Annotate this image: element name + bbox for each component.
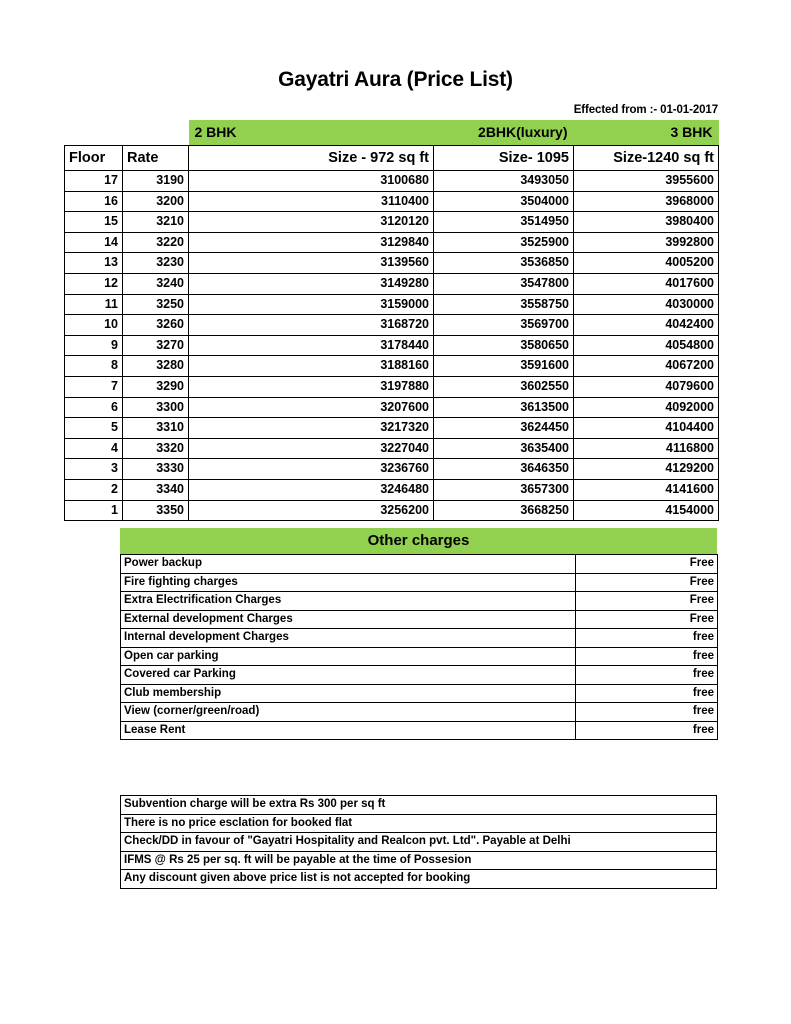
header-size-2bhk: Size - 972 sq ft — [189, 146, 434, 171]
cell-floor: 13 — [65, 253, 123, 274]
cell-3bhk-price: 4005200 — [574, 253, 719, 274]
cell-floor: 7 — [65, 376, 123, 397]
price-table-header-row — [65, 146, 719, 171]
cell-rate: 3300 — [123, 397, 189, 418]
charge-value: free — [576, 647, 718, 666]
table-row — [121, 814, 717, 833]
cell-2bhk-price: 3197880 — [189, 376, 434, 397]
table-row — [121, 610, 718, 629]
table-row — [121, 629, 718, 648]
cell-rate: 3200 — [123, 191, 189, 212]
table-row — [65, 335, 719, 356]
cell-rate: 3340 — [123, 479, 189, 500]
band-label-2bhk-luxury: 2BHK(luxury) — [434, 120, 574, 146]
table-row — [121, 573, 718, 592]
cell-2bhk-luxury-price: 3525900 — [434, 232, 574, 253]
cell-2bhk-luxury-price: 3602550 — [434, 376, 574, 397]
price-table-band-row — [65, 120, 719, 146]
cell-3bhk-price: 4079600 — [574, 376, 719, 397]
other-charges-table — [120, 554, 718, 740]
table-row — [65, 294, 719, 315]
band-label-3bhk: 3 BHK — [574, 120, 719, 146]
cell-2bhk-luxury-price: 3547800 — [434, 273, 574, 294]
table-row — [65, 315, 719, 336]
charge-value: free — [576, 703, 718, 722]
note-text: There is no price esclation for booked flat — [121, 814, 717, 833]
cell-3bhk-price: 4042400 — [574, 315, 719, 336]
cell-2bhk-luxury-price: 3635400 — [434, 438, 574, 459]
notes-container — [120, 795, 717, 889]
charge-label: Covered car Parking — [121, 666, 576, 685]
cell-floor: 6 — [65, 397, 123, 418]
table-row — [65, 253, 719, 274]
cell-2bhk-price: 3236760 — [189, 459, 434, 480]
notes-table — [120, 795, 717, 889]
cell-floor: 14 — [65, 232, 123, 253]
table-row — [65, 376, 719, 397]
cell-rate: 3240 — [123, 273, 189, 294]
table-row — [121, 703, 718, 722]
cell-rate: 3220 — [123, 232, 189, 253]
cell-3bhk-price: 4054800 — [574, 335, 719, 356]
cell-rate: 3210 — [123, 212, 189, 233]
charge-value: free — [576, 666, 718, 685]
cell-rate: 3250 — [123, 294, 189, 315]
table-row — [65, 356, 719, 377]
cell-floor: 4 — [65, 438, 123, 459]
cell-2bhk-luxury-price: 3668250 — [434, 500, 574, 521]
table-row — [65, 479, 719, 500]
cell-floor: 9 — [65, 335, 123, 356]
charge-label: Open car parking — [121, 647, 576, 666]
cell-2bhk-price: 3246480 — [189, 479, 434, 500]
cell-3bhk-price: 4017600 — [574, 273, 719, 294]
cell-3bhk-price: 3980400 — [574, 212, 719, 233]
effected-from-label: Effected from :- 01-01-2017 — [573, 104, 718, 116]
header-size-luxury: Size- 1095 — [434, 146, 574, 171]
cell-2bhk-luxury-price: 3646350 — [434, 459, 574, 480]
charge-value: Free — [576, 573, 718, 592]
cell-2bhk-price: 3110400 — [189, 191, 434, 212]
cell-rate: 3260 — [123, 315, 189, 336]
cell-3bhk-price: 4104400 — [574, 418, 719, 439]
table-row — [65, 438, 719, 459]
table-row — [121, 851, 717, 870]
other-charges-container — [120, 528, 717, 740]
table-row — [65, 171, 719, 192]
cell-rate: 3350 — [123, 500, 189, 521]
charge-label: Club membership — [121, 684, 576, 703]
cell-2bhk-price: 3168720 — [189, 315, 434, 336]
cell-3bhk-price: 3968000 — [574, 191, 719, 212]
charge-label: External development Charges — [121, 610, 576, 629]
cell-2bhk-luxury-price: 3569700 — [434, 315, 574, 336]
cell-2bhk-price: 3188160 — [189, 356, 434, 377]
band-spacer-rate — [123, 120, 189, 146]
price-table-container — [64, 120, 718, 521]
cell-3bhk-price: 4092000 — [574, 397, 719, 418]
cell-3bhk-price: 3992800 — [574, 232, 719, 253]
cell-floor: 15 — [65, 212, 123, 233]
charge-label: Internal development Charges — [121, 629, 576, 648]
header-floor: Floor — [65, 146, 123, 171]
note-text: IFMS @ Rs 25 per sq. ft will be payable at the time of Possesion — [121, 851, 717, 870]
cell-2bhk-luxury-price: 3591600 — [434, 356, 574, 377]
table-row — [65, 212, 719, 233]
table-row — [121, 870, 717, 889]
cell-3bhk-price: 3955600 — [574, 171, 719, 192]
cell-2bhk-luxury-price: 3504000 — [434, 191, 574, 212]
cell-2bhk-price: 3159000 — [189, 294, 434, 315]
cell-2bhk-price: 3149280 — [189, 273, 434, 294]
cell-3bhk-price: 4116800 — [574, 438, 719, 459]
cell-floor: 17 — [65, 171, 123, 192]
cell-2bhk-luxury-price: 3624450 — [434, 418, 574, 439]
cell-floor: 3 — [65, 459, 123, 480]
cell-2bhk-luxury-price: 3613500 — [434, 397, 574, 418]
cell-2bhk-luxury-price: 3558750 — [434, 294, 574, 315]
table-row — [121, 592, 718, 611]
cell-rate: 3190 — [123, 171, 189, 192]
cell-2bhk-price: 3120120 — [189, 212, 434, 233]
cell-2bhk-luxury-price: 3514950 — [434, 212, 574, 233]
price-table-body — [65, 171, 719, 521]
table-row — [121, 796, 717, 815]
table-row — [65, 418, 719, 439]
cell-rate: 3310 — [123, 418, 189, 439]
table-row — [65, 232, 719, 253]
cell-floor: 2 — [65, 479, 123, 500]
charge-value: Free — [576, 592, 718, 611]
table-row — [121, 555, 718, 574]
cell-rate: 3320 — [123, 438, 189, 459]
cell-2bhk-luxury-price: 3536850 — [434, 253, 574, 274]
note-text: Any discount given above price list is not accepted for booking — [121, 870, 717, 889]
note-text: Check/DD in favour of "Gayatri Hospitality and Realcon pvt. Ltd". Payable at Delhi — [121, 833, 717, 852]
cell-2bhk-luxury-price: 3493050 — [434, 171, 574, 192]
price-table — [64, 120, 719, 521]
cell-2bhk-price: 3227040 — [189, 438, 434, 459]
cell-2bhk-luxury-price: 3580650 — [434, 335, 574, 356]
cell-floor: 16 — [65, 191, 123, 212]
other-charges-body — [121, 555, 718, 740]
cell-2bhk-price: 3256200 — [189, 500, 434, 521]
table-row — [65, 459, 719, 480]
note-text: Subvention charge will be extra Rs 300 per sq ft — [121, 796, 717, 815]
table-row — [65, 191, 719, 212]
other-charges-title: Other charges — [120, 528, 717, 554]
table-row — [121, 666, 718, 685]
charge-value: free — [576, 721, 718, 740]
cell-3bhk-price: 4067200 — [574, 356, 719, 377]
table-row — [65, 273, 719, 294]
cell-3bhk-price: 4154000 — [574, 500, 719, 521]
cell-3bhk-price: 4141600 — [574, 479, 719, 500]
charge-value: Free — [576, 555, 718, 574]
cell-2bhk-price: 3129840 — [189, 232, 434, 253]
table-row — [121, 647, 718, 666]
cell-2bhk-price: 3207600 — [189, 397, 434, 418]
cell-3bhk-price: 4030000 — [574, 294, 719, 315]
cell-2bhk-price: 3178440 — [189, 335, 434, 356]
cell-2bhk-luxury-price: 3657300 — [434, 479, 574, 500]
cell-floor: 12 — [65, 273, 123, 294]
cell-rate: 3280 — [123, 356, 189, 377]
charge-label: Extra Electrification Charges — [121, 592, 576, 611]
charge-label: Lease Rent — [121, 721, 576, 740]
charge-label: Fire fighting charges — [121, 573, 576, 592]
cell-rate: 3270 — [123, 335, 189, 356]
cell-2bhk-price: 3100680 — [189, 171, 434, 192]
table-row — [65, 397, 719, 418]
charge-label: Power backup — [121, 555, 576, 574]
charge-label: View (corner/green/road) — [121, 703, 576, 722]
band-label-2bhk: 2 BHK — [189, 120, 434, 146]
notes-body — [121, 796, 717, 889]
cell-floor: 10 — [65, 315, 123, 336]
cell-floor: 5 — [65, 418, 123, 439]
table-row — [121, 721, 718, 740]
table-row — [121, 833, 717, 852]
band-spacer-floor — [65, 120, 123, 146]
cell-3bhk-price: 4129200 — [574, 459, 719, 480]
cell-rate: 3330 — [123, 459, 189, 480]
cell-floor: 1 — [65, 500, 123, 521]
charge-value: Free — [576, 610, 718, 629]
page-title: Gayatri Aura (Price List) — [278, 68, 513, 91]
charge-value: free — [576, 629, 718, 648]
header-size-3bhk: Size-1240 sq ft — [574, 146, 719, 171]
table-row — [121, 684, 718, 703]
cell-floor: 11 — [65, 294, 123, 315]
cell-rate: 3290 — [123, 376, 189, 397]
charge-value: free — [576, 684, 718, 703]
header-rate: Rate — [123, 146, 189, 171]
cell-2bhk-price: 3217320 — [189, 418, 434, 439]
cell-rate: 3230 — [123, 253, 189, 274]
table-row — [65, 500, 719, 521]
cell-floor: 8 — [65, 356, 123, 377]
cell-2bhk-price: 3139560 — [189, 253, 434, 274]
